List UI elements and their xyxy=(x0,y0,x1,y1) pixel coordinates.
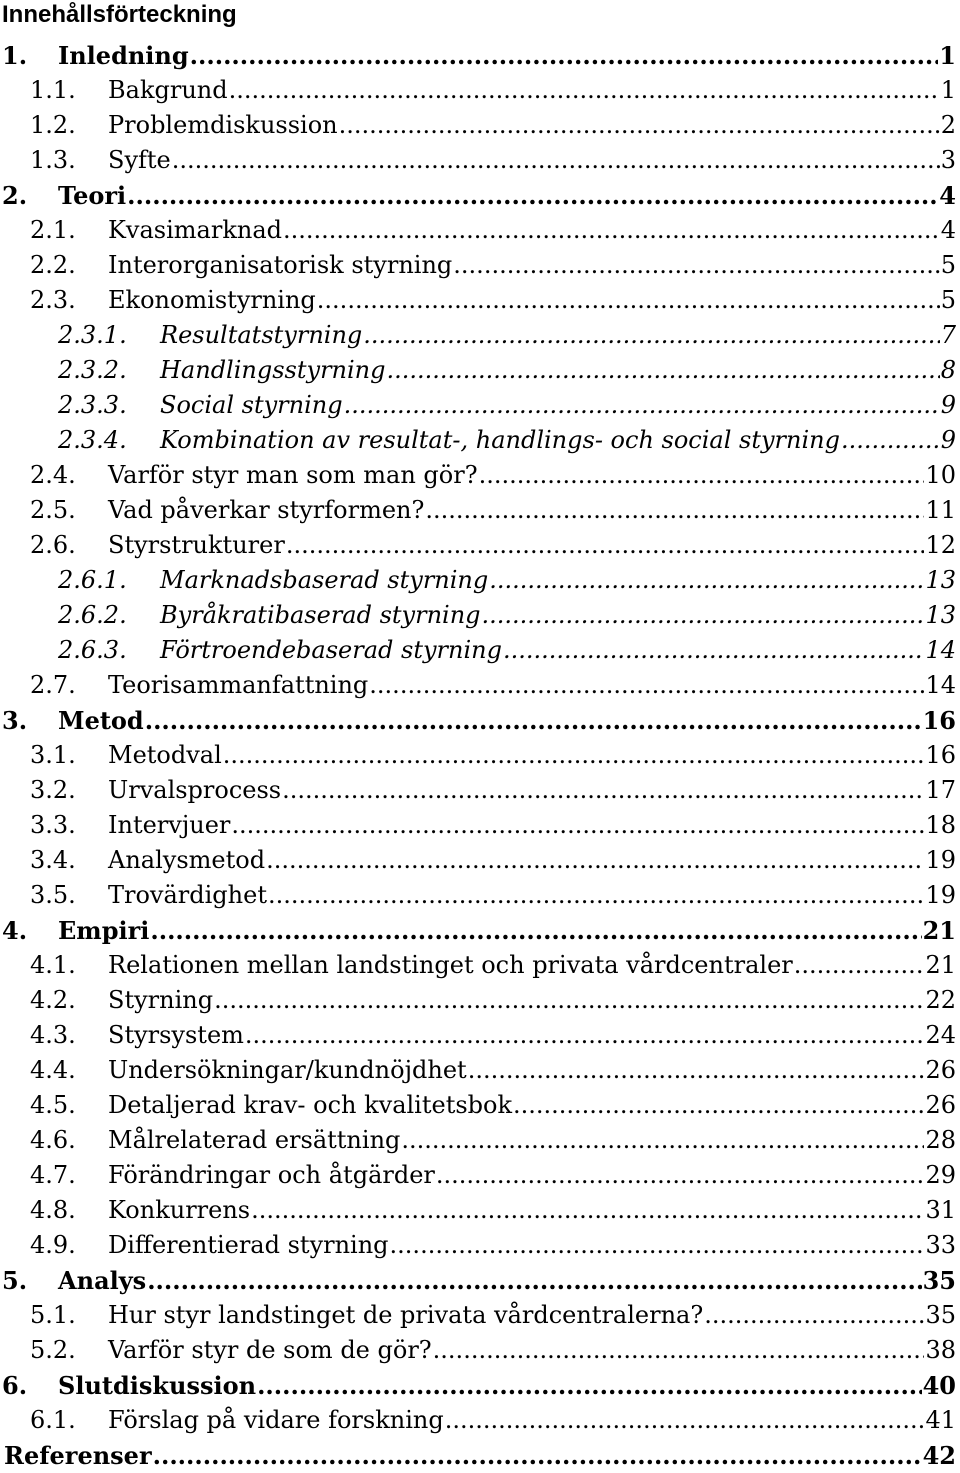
toc-entry-page-number: 8 xyxy=(940,356,956,384)
toc-entry-number: 3. xyxy=(2,706,28,735)
toc-entry-title: Bakgrund xyxy=(108,76,228,104)
toc-entry-title: Undersökningar/kundnöjdhet xyxy=(108,1056,467,1084)
toc-entry-page-number: 21 xyxy=(922,916,956,945)
toc-entry-title: Referenser xyxy=(4,1441,152,1470)
toc-entry-title: Byråkratibaserad styrning xyxy=(160,601,481,629)
toc-entry-number: 3.1. xyxy=(30,741,76,769)
dot-leader xyxy=(257,1368,922,1403)
toc-entry-number: 4.2. xyxy=(30,986,76,1014)
dot-leader xyxy=(794,948,925,983)
toc-entry[interactable] xyxy=(0,598,956,633)
toc-entry-title: Urvalsprocess xyxy=(108,776,282,804)
toc-entry-number: 2.3.3. xyxy=(58,391,127,419)
toc-entry-page-number: 3 xyxy=(940,146,956,174)
toc-entry-page-number: 5 xyxy=(940,286,956,314)
toc-entry[interactable] xyxy=(0,1158,956,1193)
toc-entry-number: 5.2. xyxy=(30,1336,76,1364)
dot-leader xyxy=(453,248,939,283)
toc-entry-number: 2.3. xyxy=(30,286,76,314)
toc-entry-page-number: 22 xyxy=(925,986,956,1014)
toc-entry[interactable] xyxy=(0,773,956,808)
dot-leader xyxy=(145,703,922,738)
toc-heading: Innehållsförteckning xyxy=(2,1,237,28)
dot-leader xyxy=(214,983,924,1018)
dot-leader xyxy=(369,668,924,703)
toc-entry-number: 3.3. xyxy=(30,811,76,839)
toc-entry[interactable] xyxy=(0,213,956,248)
toc-entry-page-number: 16 xyxy=(925,741,956,769)
toc-entry[interactable] xyxy=(0,73,956,108)
toc-entry-page-number: 26 xyxy=(925,1091,956,1119)
toc-entry-title: Varför styr man som man gör? xyxy=(108,461,478,489)
toc-entry-title: Relationen mellan landstinget och privata vårdcentraler xyxy=(108,951,793,979)
toc-entry-page-number: 40 xyxy=(922,1371,956,1400)
toc-entry-page-number: 17 xyxy=(925,776,956,804)
toc-entry-title: Förslag på vidare forskning xyxy=(108,1406,444,1434)
toc-entry-page-number: 28 xyxy=(925,1126,956,1154)
toc-entry-page-number: 42 xyxy=(922,1441,956,1470)
toc-entry[interactable] xyxy=(0,1123,956,1158)
dot-leader xyxy=(425,493,924,528)
toc-entry-number: 2.6.3. xyxy=(58,636,127,664)
toc-entry[interactable] xyxy=(0,248,956,283)
toc-entry-title: Vad påverkar styrformen? xyxy=(108,496,425,524)
toc-entry-page-number: 35 xyxy=(922,1266,956,1295)
dot-leader xyxy=(482,598,925,633)
toc-entry[interactable] xyxy=(0,1333,956,1368)
toc-entry-title: Varför styr de som de gör? xyxy=(108,1336,432,1364)
dot-leader xyxy=(231,808,924,843)
toc-entry-title: Hur styr landstinget de privata vårdcentralerna? xyxy=(108,1301,704,1329)
toc-entry-page-number: 2 xyxy=(940,111,956,139)
toc-entry-page-number: 29 xyxy=(925,1161,956,1189)
dot-leader xyxy=(317,283,940,318)
toc-entry-page-number: 9 xyxy=(940,426,956,454)
toc-entry[interactable] xyxy=(0,283,956,318)
toc-entry-page-number: 1 xyxy=(939,41,956,70)
toc-entry-title: Målrelaterad ersättning xyxy=(108,1126,401,1154)
toc-entry[interactable] xyxy=(0,1228,956,1263)
toc-entry-number: 2.6.2. xyxy=(58,601,127,629)
toc-entry-page-number: 13 xyxy=(925,601,956,629)
toc-entry-number: 2.2. xyxy=(30,251,76,279)
toc-entry-title: Handlingsstyrning xyxy=(160,356,386,384)
toc-entry-number: 2.6. xyxy=(30,531,76,559)
dot-leader xyxy=(172,143,940,178)
toc-entry[interactable] xyxy=(0,38,956,73)
dot-leader xyxy=(266,843,924,878)
dot-leader xyxy=(251,1193,924,1228)
toc-entry-number: 2.3.4. xyxy=(58,426,127,454)
dot-leader xyxy=(503,633,924,668)
toc-entry-number: 1.3. xyxy=(30,146,76,174)
toc-entry-number: 1. xyxy=(2,41,28,70)
toc-entry-number: 2.1. xyxy=(30,216,76,244)
toc-entry-title: Metod xyxy=(58,706,144,735)
toc-entry[interactable] xyxy=(0,528,956,563)
toc-entry[interactable] xyxy=(0,948,956,983)
toc-entry-title: Styrsystem xyxy=(108,1021,244,1049)
toc-entry-number: 4.9. xyxy=(30,1231,76,1259)
dot-leader xyxy=(468,1053,925,1088)
dot-leader xyxy=(127,178,938,213)
toc-entry-page-number: 7 xyxy=(940,321,956,349)
dot-leader xyxy=(223,738,925,773)
toc-entry-number: 3.2. xyxy=(30,776,76,804)
toc-entry[interactable] xyxy=(0,913,956,948)
toc-entry-number: 3.5. xyxy=(30,881,76,909)
dot-leader xyxy=(245,1018,925,1053)
toc-entry[interactable] xyxy=(0,668,956,703)
dot-leader xyxy=(150,913,921,948)
toc-entry-number: 1.1. xyxy=(30,76,76,104)
toc-entry-page-number: 21 xyxy=(925,951,956,979)
toc-entry-number: 1.2. xyxy=(30,111,76,139)
toc-entry-page-number: 19 xyxy=(925,846,956,874)
toc-entry-title: Detaljerad krav- och kvalitetsbok xyxy=(108,1091,513,1119)
toc-entry-number: 3.4. xyxy=(30,846,76,874)
dot-leader xyxy=(229,73,940,108)
toc-entry-number: 4.4. xyxy=(30,1056,76,1084)
toc-entry-title: Interorganisatorisk styrning xyxy=(108,251,453,279)
toc-entry-title: Kvasimarknad xyxy=(108,216,282,244)
toc-entry-page-number: 41 xyxy=(925,1406,956,1434)
toc-entry-number: 4.1. xyxy=(30,951,76,979)
dot-leader xyxy=(841,423,940,458)
toc-entry[interactable] xyxy=(0,493,956,528)
toc-entry-page-number: 38 xyxy=(925,1336,956,1364)
toc-entry[interactable] xyxy=(0,423,956,458)
toc-entry[interactable] xyxy=(0,318,956,353)
toc-entry-title: Styrning xyxy=(108,986,214,1014)
toc-entry[interactable] xyxy=(0,1053,956,1088)
toc-entry-title: Differentierad styrning xyxy=(108,1231,389,1259)
toc-entry-page-number: 1 xyxy=(940,76,956,104)
toc-entry-title: Konkurrens xyxy=(108,1196,251,1224)
dot-leader xyxy=(190,38,939,73)
table-of-contents xyxy=(0,38,956,1473)
toc-entry-page-number: 24 xyxy=(925,1021,956,1049)
dot-leader xyxy=(387,353,940,388)
toc-entry[interactable] xyxy=(0,108,956,143)
dot-leader xyxy=(704,1298,924,1333)
dot-leader xyxy=(401,1123,924,1158)
toc-entry-page-number: 10 xyxy=(925,461,956,489)
dot-leader xyxy=(147,1263,921,1298)
toc-entry-number: 2.3.2. xyxy=(58,356,127,384)
toc-entry[interactable] xyxy=(0,1088,956,1123)
toc-entry[interactable] xyxy=(0,633,956,668)
toc-entry-title: Förtroendebaserad styrning xyxy=(160,636,502,664)
toc-entry-number: 4.3. xyxy=(30,1021,76,1049)
dot-leader xyxy=(283,213,940,248)
toc-entry[interactable] xyxy=(0,1193,956,1228)
toc-entry-number: 6.1. xyxy=(30,1406,76,1434)
toc-entry-page-number: 5 xyxy=(940,251,956,279)
toc-entry-page-number: 35 xyxy=(925,1301,956,1329)
dot-leader xyxy=(390,1228,925,1263)
toc-entry-number: 2.4. xyxy=(30,461,76,489)
toc-entry-number: 2.5. xyxy=(30,496,76,524)
dot-leader xyxy=(286,528,925,563)
dot-leader xyxy=(153,1438,922,1473)
dot-leader xyxy=(445,1403,925,1438)
toc-entry-number: 2.7. xyxy=(30,671,76,699)
toc-entry-title: Intervjuer xyxy=(108,811,231,839)
toc-entry-page-number: 13 xyxy=(925,566,956,594)
toc-entry[interactable] xyxy=(0,738,956,773)
toc-entry-number: 5. xyxy=(2,1266,28,1295)
toc-entry-page-number: 4 xyxy=(939,181,956,210)
toc-entry-title: Empiri xyxy=(58,916,150,945)
toc-entry[interactable] xyxy=(0,1018,956,1053)
toc-entry-title: Syfte xyxy=(108,146,171,174)
toc-entry-title: Teorisammanfattning xyxy=(108,671,369,699)
toc-entry[interactable] xyxy=(0,878,956,913)
toc-entry-page-number: 11 xyxy=(925,496,956,524)
dot-leader xyxy=(433,1333,925,1368)
dot-leader xyxy=(363,318,939,353)
dot-leader xyxy=(489,563,924,598)
toc-entry[interactable] xyxy=(0,983,956,1018)
toc-entry-page-number: 4 xyxy=(940,216,956,244)
toc-entry[interactable] xyxy=(0,388,956,423)
toc-entry-number: 4.8. xyxy=(30,1196,76,1224)
dot-leader xyxy=(268,878,924,913)
toc-entry-number: 2.6.1. xyxy=(58,566,127,594)
toc-entry-page-number: 14 xyxy=(925,671,956,699)
dot-leader xyxy=(282,773,924,808)
toc-entry-page-number: 26 xyxy=(925,1056,956,1084)
toc-entry[interactable] xyxy=(0,353,956,388)
toc-entry-number: 2. xyxy=(2,181,28,210)
toc-entry[interactable] xyxy=(0,143,956,178)
toc-entry-title: Inledning xyxy=(58,41,189,70)
toc-entry-title: Problemdiskussion xyxy=(108,111,338,139)
toc-entry-page-number: 18 xyxy=(925,811,956,839)
toc-entry[interactable] xyxy=(0,178,956,213)
dot-leader xyxy=(344,388,940,423)
toc-entry-title: Trovärdighet xyxy=(108,881,267,909)
dot-leader xyxy=(479,458,925,493)
toc-entry-page-number: 16 xyxy=(922,706,956,735)
toc-entry-page-number: 14 xyxy=(925,636,956,664)
toc-entry[interactable] xyxy=(0,1263,956,1298)
toc-entry-number: 4.5. xyxy=(30,1091,76,1119)
toc-entry-title: Kombination av resultat-, handlings- och social styrning xyxy=(160,426,840,454)
toc-entry-number: 4.7. xyxy=(30,1161,76,1189)
toc-entry-title: Analys xyxy=(58,1266,147,1295)
toc-entry-title: Analysmetod xyxy=(108,846,266,874)
toc-entry-title: Social styrning xyxy=(160,391,343,419)
toc-entry[interactable] xyxy=(0,563,956,598)
toc-entry[interactable] xyxy=(0,1438,956,1473)
toc-entry-number: 6. xyxy=(2,1371,28,1400)
toc-entry-page-number: 9 xyxy=(940,391,956,419)
dot-leader xyxy=(436,1158,925,1193)
toc-entry-title: Resultatstyrning xyxy=(160,321,363,349)
dot-leader xyxy=(339,108,940,143)
toc-entry-title: Teori xyxy=(58,181,127,210)
toc-entry-page-number: 12 xyxy=(925,531,956,559)
toc-entry-number: 5.1. xyxy=(30,1301,76,1329)
toc-entry-number: 4.6. xyxy=(30,1126,76,1154)
toc-entry-title: Marknadsbaserad styrning xyxy=(160,566,489,594)
toc-entry[interactable] xyxy=(0,458,956,493)
toc-entry[interactable] xyxy=(0,1368,956,1403)
dot-leader xyxy=(513,1088,924,1123)
toc-entry-title: Metodval xyxy=(108,741,222,769)
toc-entry[interactable] xyxy=(0,703,956,738)
toc-entry-page-number: 33 xyxy=(925,1231,956,1259)
toc-entry[interactable] xyxy=(0,808,956,843)
toc-entry[interactable] xyxy=(0,1403,956,1438)
toc-entry-title: Slutdiskussion xyxy=(58,1371,257,1400)
toc-entry[interactable] xyxy=(0,843,956,878)
toc-entry[interactable] xyxy=(0,1298,956,1333)
toc-entry-title: Styrstrukturer xyxy=(108,531,285,559)
toc-entry-page-number: 31 xyxy=(925,1196,956,1224)
toc-entry-number: 4. xyxy=(2,916,28,945)
toc-entry-page-number: 19 xyxy=(925,881,956,909)
toc-entry-number: 2.3.1. xyxy=(58,321,127,349)
toc-entry-title: Ekonomistyrning xyxy=(108,286,316,314)
toc-entry-title: Förändringar och åtgärder xyxy=(108,1161,435,1189)
